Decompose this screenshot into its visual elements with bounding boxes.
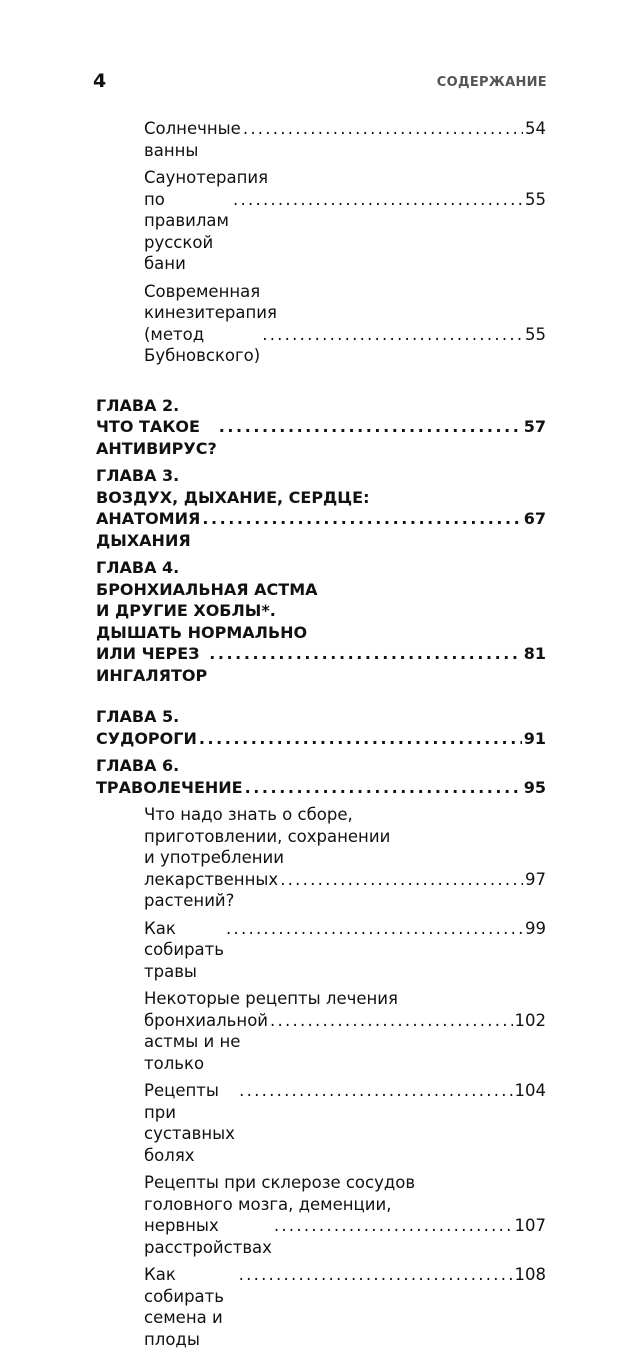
entry-leader-line bbox=[96, 508, 546, 551]
dot-leader bbox=[202, 508, 521, 530]
table-of-contents bbox=[96, 118, 546, 1356]
page-ref: 91 bbox=[523, 728, 546, 748]
entry-leader-line bbox=[144, 918, 546, 983]
entry-title-line: АНАТОМИЯ ДЫХАНИЯ bbox=[96, 509, 201, 550]
entry-leader-line bbox=[144, 324, 546, 367]
entry-leader-line bbox=[96, 416, 546, 459]
page-ref: 55 bbox=[525, 189, 546, 209]
dot-leader bbox=[199, 728, 522, 750]
page-ref: 67 bbox=[523, 509, 546, 528]
page-number: 4 bbox=[93, 70, 107, 92]
dot-leader bbox=[262, 324, 523, 346]
entry-leader-line bbox=[144, 189, 546, 275]
page-ref: 81 bbox=[523, 644, 546, 663]
dot-leader bbox=[209, 643, 522, 665]
entry-title-line: СУДОРОГИ bbox=[96, 728, 197, 748]
entry-title-line: головного мозга, деменции, bbox=[144, 1194, 392, 1214]
toc-chapter-entry[interactable] bbox=[96, 465, 546, 551]
entry-leader-line bbox=[96, 777, 546, 799]
entry-leader-line bbox=[144, 869, 546, 912]
entry-leader-line bbox=[144, 1010, 546, 1075]
entry-title-line: И ДРУГИЕ ХОБЛЫ*. bbox=[96, 601, 276, 620]
entry-title-line: лекарственных растений? bbox=[144, 869, 279, 910]
toc-section-entry[interactable] bbox=[144, 118, 546, 161]
entry-title-line: ЧТО ТАКОЕ АНТИВИРУС? bbox=[96, 417, 217, 458]
page-ref: 57 bbox=[523, 417, 546, 436]
dot-leader bbox=[239, 1264, 513, 1286]
toc-chapter-entry[interactable] bbox=[96, 755, 546, 798]
page-ref: 55 bbox=[525, 324, 546, 344]
page-ref: 108 bbox=[514, 1265, 546, 1284]
entry-leader-line bbox=[96, 728, 546, 750]
chapter-label: ГЛАВА 6. bbox=[96, 756, 180, 775]
chapter-label: ГЛАВА 4. bbox=[96, 558, 180, 577]
toc-section-entry[interactable] bbox=[144, 167, 546, 275]
entry-title-line: (метод Бубновского) bbox=[144, 324, 261, 365]
entry-leader-line bbox=[144, 1264, 546, 1350]
running-head: СОДЕРЖАНИЕ bbox=[436, 75, 547, 90]
dot-leader bbox=[239, 1080, 512, 1102]
entry-title-line: Современная bbox=[144, 281, 261, 301]
entry-leader-line bbox=[96, 643, 546, 686]
chapter-label: ГЛАВА 5. bbox=[96, 707, 180, 726]
entry-title-line: БРОНХИАЛЬНАЯ АСТМА bbox=[96, 579, 318, 599]
entry-title-line: бронхиальной астмы и не только bbox=[144, 1010, 269, 1073]
entry-title-line: ИЛИ ЧЕРЕЗ ИНГАЛЯТОР bbox=[96, 644, 208, 685]
toc-chapter-entry[interactable] bbox=[96, 557, 546, 686]
toc-section-entry[interactable] bbox=[144, 1080, 546, 1166]
page-ref: 104 bbox=[514, 1081, 546, 1100]
entry-leader-line bbox=[144, 118, 546, 161]
entry-title-line: Рецепты при склерозе сосудов bbox=[144, 1173, 416, 1192]
entry-title-line: ВОЗДУХ, ДЫХАНИЕ, СЕРДЦЕ: bbox=[96, 487, 370, 507]
entry-title-line: Саунотерапия bbox=[144, 168, 269, 187]
toc-section-entry[interactable] bbox=[144, 1172, 546, 1258]
entry-title-line: и употреблении bbox=[144, 848, 284, 867]
entry-title-line: нервных расстройствах bbox=[144, 1216, 272, 1257]
toc-section-entry[interactable] bbox=[144, 988, 546, 1074]
dot-leader bbox=[245, 777, 522, 799]
dot-leader bbox=[226, 918, 523, 940]
chapter-label: ГЛАВА 3. bbox=[96, 466, 180, 485]
page-ref: 102 bbox=[514, 1010, 546, 1030]
entry-title-line: Рецепты при суставных болях bbox=[144, 1081, 235, 1165]
entry-title-line: Некоторые рецепты лечения bbox=[144, 989, 398, 1008]
dot-leader bbox=[243, 118, 523, 140]
entry-title-line: Солнечные ванны bbox=[144, 119, 241, 160]
entry-title-line: Как собирать травы bbox=[144, 918, 224, 981]
page-ref: 107 bbox=[514, 1216, 546, 1235]
dot-leader bbox=[280, 869, 523, 891]
entry-leader-line bbox=[144, 1080, 546, 1166]
chapter-label: ГЛАВА 2. bbox=[96, 395, 180, 415]
page-ref: 99 bbox=[525, 918, 546, 938]
toc-chapter-entry[interactable] bbox=[96, 395, 546, 460]
entry-title-line: Что надо знать о сборе, bbox=[144, 805, 353, 824]
toc-section-entry[interactable] bbox=[144, 804, 546, 912]
entry-title-line: приготовлении, сохранении bbox=[144, 826, 391, 846]
page-ref: 97 bbox=[525, 869, 546, 889]
dot-leader bbox=[233, 189, 523, 211]
toc-section-entry[interactable] bbox=[144, 1264, 546, 1350]
page-ref: 54 bbox=[525, 119, 546, 138]
toc-section-entry[interactable] bbox=[144, 281, 546, 367]
dot-leader bbox=[219, 416, 522, 438]
entry-title-line: ТРАВОЛЕЧЕНИЕ bbox=[96, 777, 243, 797]
dot-leader bbox=[270, 1010, 512, 1032]
entry-title-line: по правилам русской бани bbox=[144, 189, 229, 273]
entry-title-line: Как собирать семена и плоды bbox=[144, 1265, 224, 1349]
entry-leader-line bbox=[144, 1215, 546, 1258]
toc-chapter-entry[interactable] bbox=[96, 706, 546, 749]
toc-section-entry[interactable] bbox=[144, 918, 546, 983]
entry-title-line: кинезитерапия bbox=[144, 303, 277, 322]
entry-title-line: ДЫШАТЬ НОРМАЛЬНО bbox=[96, 622, 308, 642]
dot-leader bbox=[274, 1215, 513, 1237]
page-ref: 95 bbox=[523, 777, 546, 797]
